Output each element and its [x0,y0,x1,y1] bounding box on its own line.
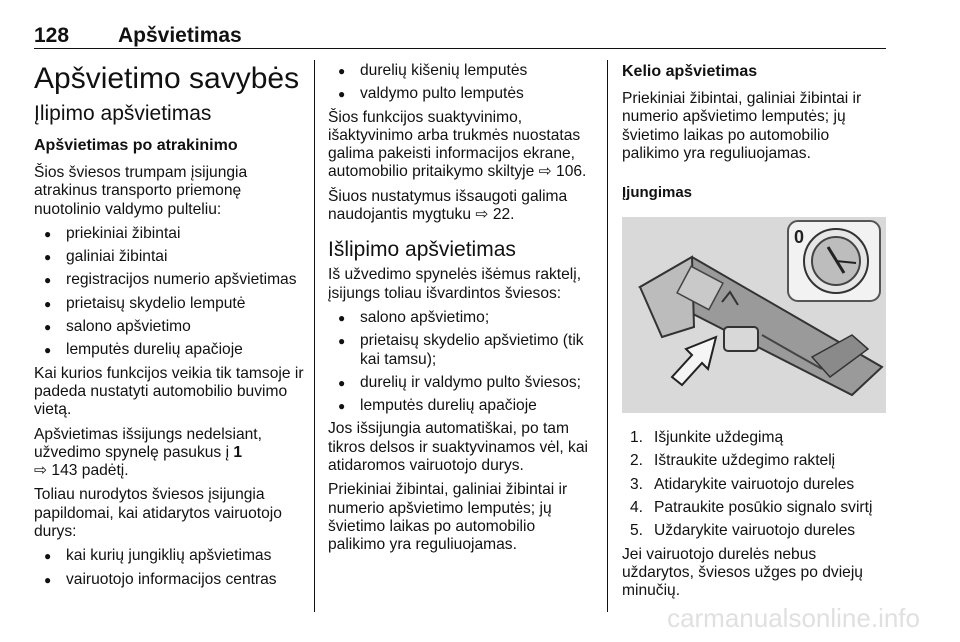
column-divider-2 [607,60,608,612]
list-item: ● prietaisų skydelio apšvietimo (tik kai tamsu); [328,332,594,369]
page-number: 128 [34,24,70,47]
activation-heading: Įjungimas [622,184,693,202]
activation-steps [622,429,888,540]
paragraph-ignition [34,426,304,481]
list-item: ● durelių ir valdymo pulto šviesos; [328,374,594,392]
page-ref-link[interactable]: 143 padėtį. [51,462,129,480]
page-ref-link[interactable]: 22. [492,206,515,224]
step-item: 5. Uždarykite vairuotojo dureles [630,522,856,540]
column-divider-1 [314,60,315,612]
driver-door-lights-list [34,547,304,589]
ignition-position-label: 0 [794,227,805,248]
list-item: ● lemputės durelių apačioje [328,397,594,415]
list-item: ● lemputės durelių apačioje [34,341,304,359]
step-item: 1. Išjunkite uždegimą [630,429,784,447]
exit-lights-list [328,309,594,415]
step-item: 4. Patraukite posūkio signalo svirtį [630,499,873,517]
list-item: ● registracijos numerio apšvietimas [34,271,304,289]
list-item: ● durelių kišenių lemputės [328,62,594,80]
site-watermark: carmanualsonline.info [667,603,920,633]
list-item: ● salono apšvietimo [34,318,304,336]
list-item: ● priekiniai žibintai [34,225,304,243]
subsection-title: Įlipimo apšvietimas [34,102,212,125]
position-number: 1 [233,443,243,461]
step-item: 3. Atidarykite vairuotojo dureles [630,475,855,493]
column-2 [328,62,594,561]
paragraph: Toliau nurodytos šviesos įsijungia papildomai, kai atidarytos vairuotojo durys: [34,486,282,541]
list-item: ● galiniai žibintai [34,248,304,266]
column-3 [622,62,888,607]
ref-arrow-icon: ⇨ [34,462,48,480]
ref-arrow-icon: ⇨ [538,163,552,181]
list-item: ● kai kurių jungiklių apšvietimas [34,547,304,565]
paragraph: Priekiniai žibintai, galiniai žibintai ir numerio apšvietimo lemputės; jų švietimo laikas po automobilio palikimo yra reguliuojamas. [622,90,862,162]
list-item: ● vairuotojo informacijos centras [34,571,304,589]
text: Šiuos nustatymus išsaugoti galima naudojantis mygtuku [328,187,568,224]
page-title: Apšvietimo savybės [34,62,300,95]
paragraph: Kai kurios funkcijos veikia tik tamsoje ir padeda nustatyti automobilio buvimo vietą. [34,364,304,419]
paragraph: Iš užvedimo spynelės išėmus raktelį, įsijungs toliau išvardintos šviesos: [328,266,582,302]
ref-arrow-icon: ⇨ [475,206,489,224]
paragraph: Jos išsijungia automatiškai, po tam tikros delsos ir suaktyvinamos vėl, kai atidaromos vairuotojo durys. [328,420,588,475]
page-ref-link[interactable]: 106. [556,163,587,181]
text: Apšvietimas išsijungs nedelsiant, užvedimo spynelę pasukus į [34,425,262,461]
step-item: 2. Ištraukite uždegimo raktelį [630,452,836,470]
list-item: ● valdymo pulto lemputės [328,85,594,103]
paragraph-settings [328,109,594,182]
heading-after-unlock: Apšvietimas po atrakinimo [34,137,238,154]
intro-paragraph: Šios šviesos trumpam įsijungia atrakinus transporto priemonę nuotolinio valdymo pulteliu: [34,164,248,218]
continued-list [328,62,594,104]
paragraph-save [328,188,594,225]
turn-signal-lever-illustration [622,217,886,413]
paragraph: Priekiniai žibintai, galiniai žibintai ir numerio apšvietimo lemputės; jų švietimo laikas po automobilio palikimo yra reguliuojamas. [328,481,568,554]
paragraph: Jei vairuotojo durelės nebus uždarytos, šviesos užges po dviejų minučių. [622,545,863,600]
list-item: ● prietaisų skydelio lemputė [34,295,304,313]
unlock-lights-list [34,225,304,360]
path-lighting-heading: Kelio apšvietimas [622,63,758,80]
section-title: Apšvietimas [118,24,242,47]
lever-drawing [622,217,886,413]
text: Šios funkcijos suaktyvinimo, išaktyvinimo arba trukmės nuostatas galima pakeisti informacijos ekrane, automobilio pritaikymo skiltyje [328,108,581,181]
column-1 [34,62,304,594]
list-item: ● salono apšvietimo; [328,309,594,327]
page-header [34,0,886,52]
header-rule [34,48,886,49]
exit-lighting-heading: Išlipimo apšvietimas [328,238,516,262]
